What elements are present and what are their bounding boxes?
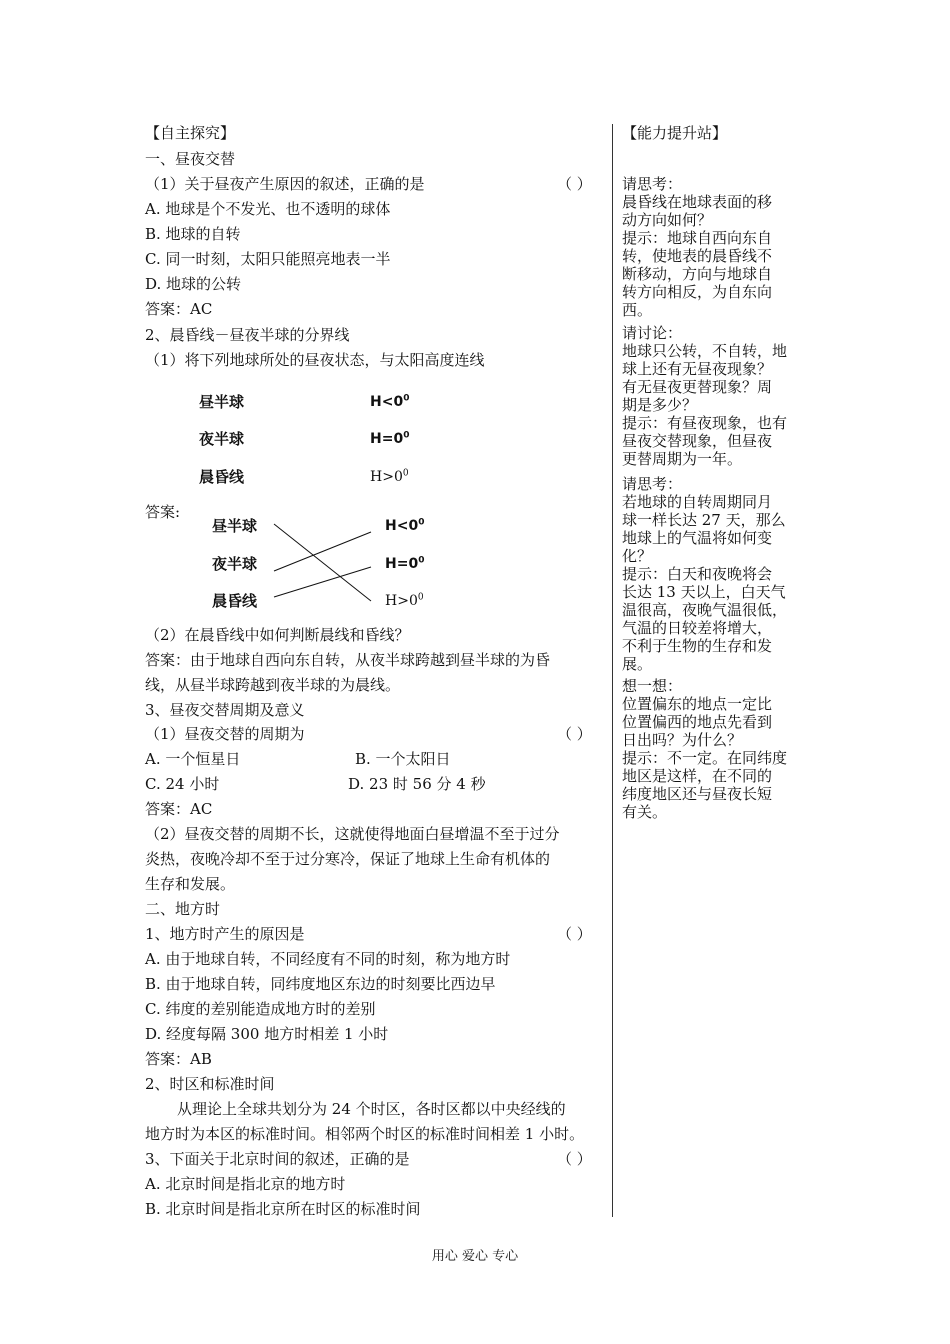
option-c: C. 24 小时 [145,775,220,793]
answer-right-2: $H=0^0$ [385,555,425,572]
side-line: 球上还有无昼夜现象？ [622,360,773,378]
answer-label: 答案: [145,503,181,521]
answer-left-1: 昼半球 [212,517,258,535]
side-block-think-2 [622,475,804,673]
part2-title: 二、地方时 [145,900,221,918]
side-line: 转，使地表的晨昏线不 [622,247,773,265]
part1-3-title: 3、昼夜交替周期及意义 [145,701,305,719]
answer-text: 答案：AC [145,300,213,318]
side-heading: 请讨论： [622,324,683,342]
side-line: 日出吗？为什么？ [622,731,743,749]
option-b: B. 地球的自转 [145,225,241,243]
side-line: 有关。 [622,803,668,821]
side-line: 晨昏线在地球表面的移 [622,193,773,211]
answer-right-3: $H>0^0$ [385,592,424,609]
part1-2-title: 2、晨昏线－昼夜半球的分界线 [145,326,350,344]
answer-text: 答案：AC [145,800,213,818]
question-1-1: （1）关于昼夜产生原因的叙述，正确的是 [145,175,425,193]
option-a: A. 一个恒星日 [145,750,241,768]
paragraph-line-2: 地方时为本区的标准时间。相邻两个时区的标准时间相差 1 小时。 [145,1125,585,1143]
side-line: 更替周期为一年。 [622,450,743,468]
match-line-terminator-to-zero [274,567,371,597]
side-block-discuss [622,324,804,468]
side-line: 提示：地球自西向东自 [622,229,773,247]
match-line-day-to-positive [274,524,371,601]
answer-blank: （ ） [557,1150,592,1168]
side-block-ponder [622,677,804,821]
answer-blank: （ ） [557,175,592,193]
match-line-night-to-negative [274,532,371,571]
option-a: A. 北京时间是指北京的地方时 [145,1175,346,1193]
side-block-think-1 [622,175,804,319]
side-heading: 请思考： [622,475,683,493]
option-d: D. 地球的公转 [145,275,242,293]
match-left-2: 夜半球 [199,430,245,448]
match-right-1: $H<0^0$ [370,393,410,410]
side-line: 地球只公转，不自转，地 [622,342,788,360]
side-line: 纬度地区还与昼夜长短 [622,785,773,803]
answer-line-1: 答案：由于地球自西向东自转，从夜半球跨越到昼半球的为昏 [145,651,551,669]
side-line: 地区是这样，在不同的 [622,767,773,785]
side-heading: 请思考： [622,175,683,193]
option-a: A. 由于地球自转，不同经度有不同的时刻，称为地方时 [145,950,511,968]
option-b: B. 北京时间是指北京所在时区的标准时间 [145,1200,421,1218]
part1-title: 一、昼夜交替 [145,150,236,168]
question-1-3: （1）昼夜交替的周期为 [145,725,305,743]
question-1-2b: （2）在晨昏线中如何判断晨线和昏线？ [145,626,410,644]
side-line: 动方向如何？ [622,211,713,229]
column-divider [612,124,613,1217]
side-line: 期是多少？ [622,396,698,414]
side-title: 【能力提升站】 [622,124,728,142]
side-line: 化？ [622,547,653,565]
question-1-2: （1）将下列地球所处的昼夜状态，与太阳高度连线 [145,351,485,369]
answer-right-1: $H<0^0$ [385,517,425,534]
side-line: 提示：有昼夜现象，也有 [622,414,788,432]
match-right-2: $H=0^0$ [370,430,410,447]
side-line: 若地球的自转周期同月 [622,493,773,511]
option-b: B. 一个太阳日 [355,750,451,768]
side-line: 昼夜交替现象，但昼夜 [622,432,773,450]
side-line: 不利于生物的生存和发 [622,637,773,655]
answer-left-2: 夜半球 [212,555,258,573]
side-line: 气温的日较差将增大， [622,619,773,637]
side-line: 位置偏西的地点先看到 [622,713,773,731]
paragraph-line-1: 从理论上全球共划分为 24 个时区，各时区都以中央经线的 [177,1100,566,1118]
paragraph-line-1: （2）昼夜交替的周期不长，这就使得地面白昼增温不至于过分 [145,825,560,843]
side-line: 提示：白天和夜晚将会 [622,565,773,583]
side-line: 地球上的气温将如何变 [622,529,773,547]
question-2-3: 3、下面关于北京时间的叙述，正确的是 [145,1150,410,1168]
side-line: 球一样长达 27 天，那么 [622,511,786,529]
match-left-3: 晨昏线 [199,468,245,486]
side-line: 转方向相反，为自东向 [622,283,773,301]
answer-line-2: 线，从昼半球跨越到夜半球的为晨线。 [145,676,401,694]
answer-blank: （ ） [557,725,592,743]
paragraph-line-3: 生存和发展。 [145,875,236,893]
side-heading: 想一想： [622,677,683,695]
match-right-3: $H>0^0$ [370,468,409,485]
part2-2-title: 2、时区和标准时间 [145,1075,275,1093]
question-2-1: 1、地方时产生的原因是 [145,925,305,943]
option-d: D. 23 时 56 分 4 秒 [348,775,486,793]
match-left-1: 昼半球 [199,393,245,411]
option-b: B. 由于地球自转，同纬度地区东边的时刻要比西边早 [145,975,496,993]
page-footer: 用心 爱心 专心 [431,1249,519,1264]
side-line: 有无昼夜更替现象？周 [622,378,773,396]
side-line: 展。 [622,655,653,673]
answer-left-3: 晨昏线 [212,592,258,610]
side-line: 西。 [622,301,653,319]
side-line: 位置偏东的地点一定比 [622,695,773,713]
side-line: 长达 13 天以上，白天气 [622,583,786,601]
answer-blank: （ ） [557,925,592,943]
option-c: C. 纬度的差别能造成地方时的差别 [145,1000,376,1018]
option-c: C. 同一时刻，太阳只能照亮地表一半 [145,250,391,268]
option-d: D. 经度每隔 300 地方时相差 1 小时 [145,1025,389,1043]
option-a: A. 地球是个不发光、也不透明的球体 [145,200,391,218]
answer-text: 答案：AB [145,1050,212,1068]
side-line: 断移动，方向与地球自 [622,265,773,283]
section-header: 【自主探究】 [145,124,236,142]
side-line: 提示：不一定。在同纬度 [622,749,788,767]
paragraph-line-2: 炎热，夜晚冷却不至于过分寒冷，保证了地球上生命有机体的 [145,850,551,868]
side-line: 温很高，夜晚气温很低， [622,601,788,619]
